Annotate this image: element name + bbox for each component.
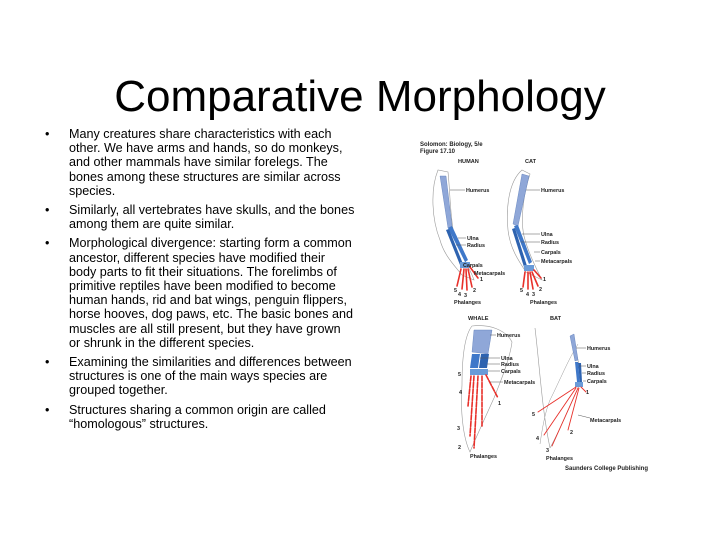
whale-digit-5: 5 — [458, 372, 461, 378]
human-label: HUMAN — [458, 159, 479, 165]
figure-publisher: Saunders College Publishing — [565, 466, 649, 472]
whale-radius-bone — [479, 354, 489, 368]
bat-radius-label: Radius — [587, 371, 605, 377]
human-digit-1: 1 — [480, 277, 483, 283]
cat-digit-5: 5 — [520, 288, 523, 294]
cat-humerus-label: Humerus — [541, 188, 565, 194]
whale-carpals-bones — [470, 369, 488, 375]
figure-source: Solomon: Biology, 5/e — [420, 142, 483, 148]
figure-number: Figure 17.10 — [420, 149, 456, 155]
bat-metacarpals-label: Metacarpals — [590, 418, 622, 424]
bat-humerus-label: Humerus — [587, 346, 611, 352]
cat-carpals-label: Carpals — [541, 250, 561, 256]
bat-carpals-bones — [575, 382, 583, 387]
bat-label: BAT — [550, 316, 562, 322]
slide-title: Comparative Morphology — [114, 72, 606, 122]
human-carpals-label: Carpals — [463, 263, 483, 269]
bullet-item: • Structures sharing a common origin are called “homologous” structures. — [45, 403, 355, 431]
human-metacarpals-label: Metacarpals — [474, 271, 506, 277]
whale-phalanges-bones — [468, 375, 498, 448]
whale-carpals-label: Carpals — [501, 369, 521, 375]
human-phalanges-label: Phalanges — [454, 300, 481, 306]
whale-digit-4: 4 — [459, 390, 462, 396]
cat-digit-3: 3 — [532, 292, 535, 298]
bat-limb — [532, 316, 621, 462]
whale-phalanges-label: Phalanges — [470, 454, 497, 460]
cat-limb — [507, 159, 572, 306]
whale-ulna-bone — [470, 354, 480, 368]
whale-digit-1: 1 — [498, 401, 501, 407]
human-digit-3: 3 — [464, 293, 467, 299]
whale-ulna-label: Ulna — [501, 356, 513, 362]
bat-digit-5: 5 — [532, 412, 535, 418]
bat-humerus-bone — [570, 334, 578, 361]
cat-humerus-bone — [513, 174, 529, 226]
bullet-item: • Morphological divergence: starting form a common ancestor, different species have modified their body parts to fit their situations. The forelimbs of primitive reptiles have been modified to become human hands, rid and bat wings, penguin flippers, horse hooves, dog paws, etc. The basic bones and muscles are all still present, but they have grown or shrunk in the different species. — [45, 236, 355, 350]
bat-digit-4: 4 — [536, 436, 539, 442]
whale-metacarpals-label: Metacarpals — [504, 380, 536, 386]
human-humerus-label: Humerus — [466, 188, 490, 194]
cat-digit-4: 4 — [526, 292, 529, 298]
cat-phalanges-label: Phalanges — [530, 300, 557, 306]
whale-radius-label: Radius — [501, 362, 519, 368]
homologous-limbs-figure — [410, 130, 690, 475]
cat-carpals-bones — [524, 265, 534, 271]
bat-carpals-label: Carpals — [587, 379, 607, 385]
whale-humerus-bone — [472, 330, 492, 354]
bullet-item: • Similarly, all vertebrates have skulls, and the bones among them are quite similar. — [45, 203, 355, 231]
cat-digit-2: 2 — [539, 287, 542, 293]
human-digit-4: 4 — [458, 292, 461, 298]
bat-digit-3: 3 — [546, 448, 549, 454]
cat-digit-1: 1 — [543, 277, 546, 283]
whale-limb — [457, 316, 535, 460]
bat-digit-2: 2 — [570, 430, 573, 436]
whale-digit-2: 2 — [458, 445, 461, 451]
bullet-list — [45, 127, 355, 436]
human-limb — [433, 159, 505, 306]
human-ulna-label: Ulna — [467, 236, 479, 242]
human-radius-label: Radius — [467, 243, 485, 249]
whale-humerus-label: Humerus — [497, 333, 521, 339]
bullet-item: • Examining the similarities and differences between structures is one of the main ways species are grouped together. — [45, 355, 355, 398]
whale-label: WHALE — [468, 316, 489, 322]
human-digit-5: 5 — [454, 288, 457, 294]
cat-ulna-label: Ulna — [541, 232, 553, 238]
human-digit-2: 2 — [473, 288, 476, 294]
bullet-item: • Many creatures share characteristics with each other. We have arms and hands, so do monkeys, and other mammals have similar forelegs. The bones among these structures are similar across species. — [45, 127, 355, 198]
whale-digit-3: 3 — [457, 426, 460, 432]
bat-phalanges-label: Phalanges — [546, 456, 573, 462]
cat-metacarpals-label: Metacarpals — [541, 259, 573, 265]
cat-radius-label: Radius — [541, 240, 559, 246]
bat-digit-1: 1 — [586, 390, 589, 396]
figure-drawing — [410, 130, 690, 475]
cat-label: CAT — [525, 159, 537, 165]
bat-ulna-label: Ulna — [587, 364, 599, 370]
